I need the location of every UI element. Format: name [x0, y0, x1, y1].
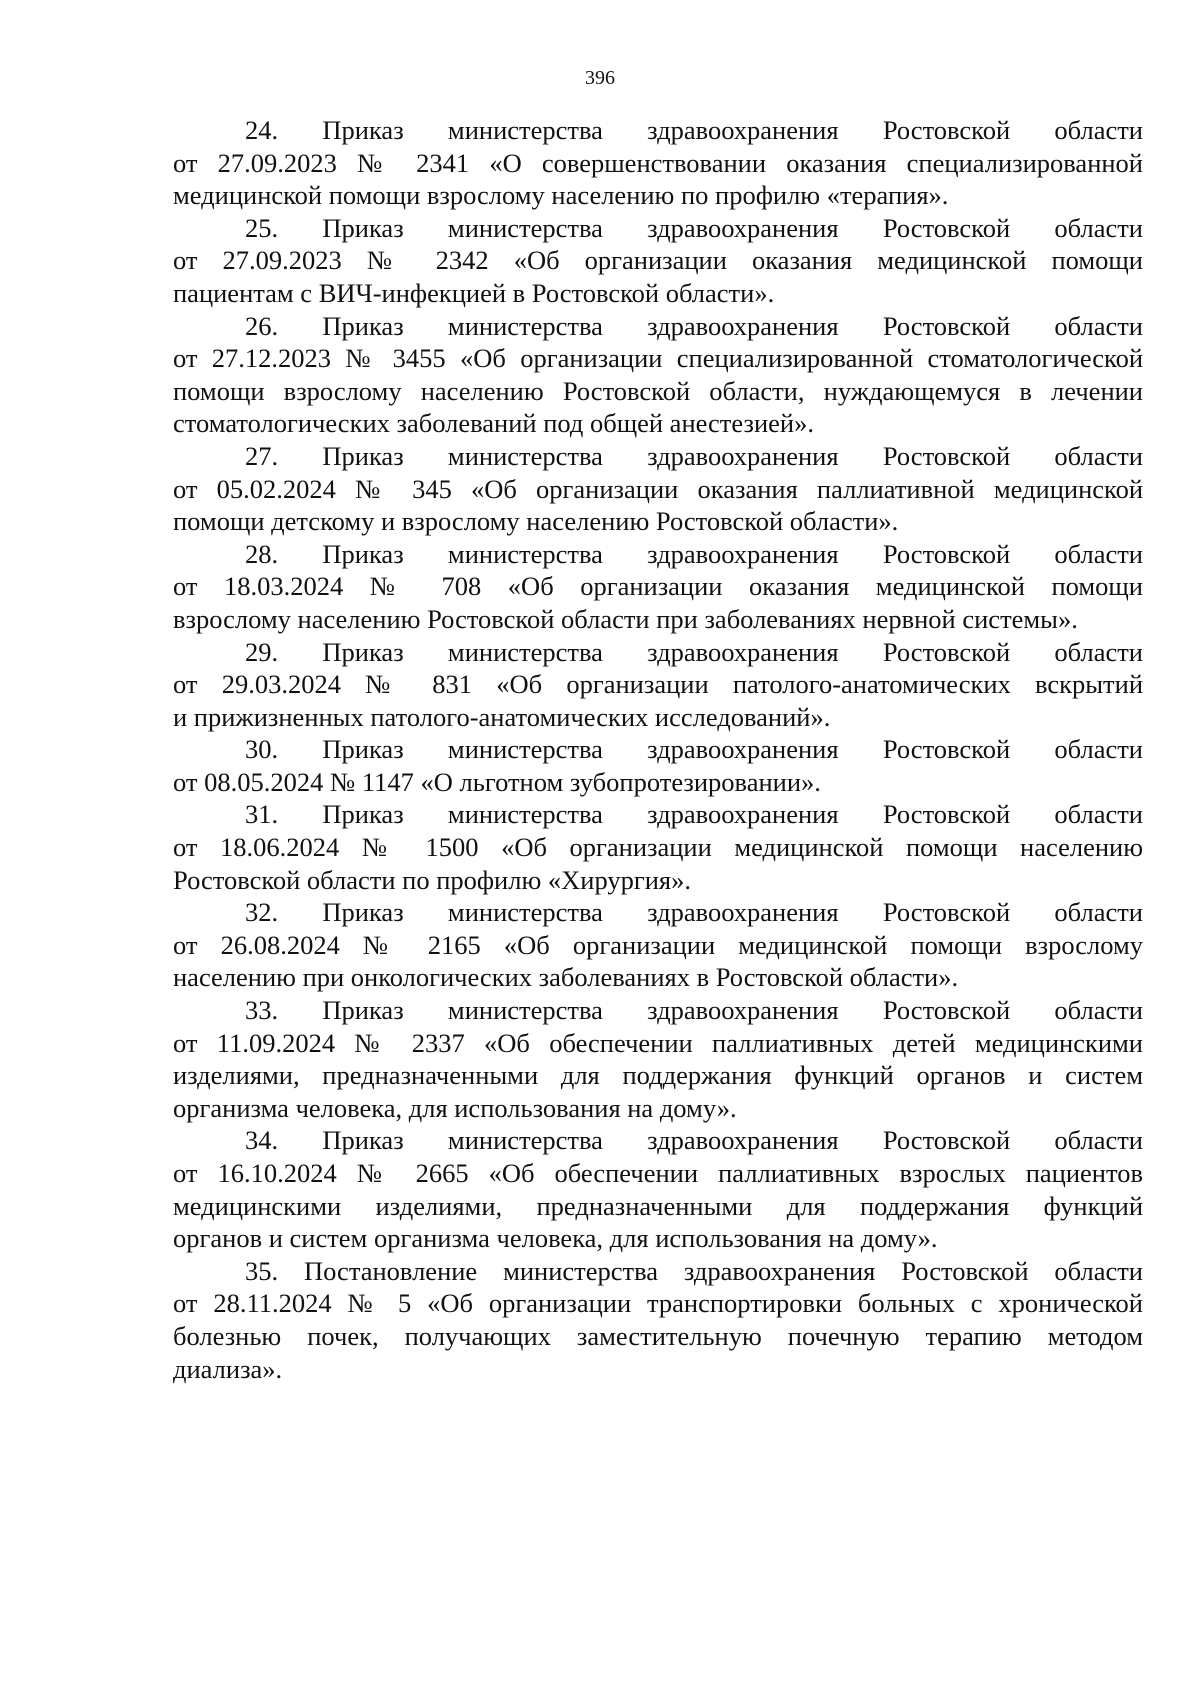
document-body — [173, 114, 1143, 1385]
list-item-line: 32. Приказ министерства здравоохранения Ростовской области — [245, 897, 1143, 928]
list-item-line: 27. Приказ министерства здравоохранения Ростовской области — [245, 440, 1143, 471]
list-item-line: от 08.05.2024 № 1147 «О льготном зубопротезировании». — [173, 766, 821, 797]
list-item — [173, 212, 1143, 310]
list-item — [173, 994, 1143, 1124]
list-item-line: от 18.06.2024 № 1500 «Об организации медицинской помощи населению — [173, 832, 1143, 863]
list-item-line: от 05.02.2024 № 345 «Об организации оказания паллиативной медицинской — [173, 473, 1143, 504]
list-item-line: медицинской помощи взрослому населению по профилю «терапия». — [173, 180, 949, 211]
list-item-line: стоматологических заболеваний под общей анестезией». — [173, 408, 814, 439]
page-number: 396 — [585, 67, 615, 89]
list-item-line: медицинскими изделиями, предназначенными для поддержания функций — [173, 1190, 1143, 1221]
list-item-line: от 16.10.2024 № 2665 «Об обеспечении паллиативных взрослых пациентов — [173, 1158, 1143, 1188]
list-item-line: 33. Приказ министерства здравоохранения Ростовской области — [245, 995, 1143, 1026]
list-item-line: 29. Приказ министерства здравоохранения Ростовской области — [245, 636, 1143, 667]
list-item-line: 30. Приказ министерства здравоохранения Ростовской области — [245, 734, 1143, 765]
list-item-line: помощи взрослому населению Ростовской области, нуждающемуся в лечении — [173, 375, 1143, 406]
list-item-line: взрослому населению Ростовской области при заболеваниях нервной системы». — [173, 603, 1078, 634]
list-item-line: изделиями, предназначенными для поддержания функций органов и систем — [173, 1060, 1143, 1091]
list-item-line: от 27.12.2023 № 3455 «Об организации специализированной стоматологической — [173, 343, 1143, 374]
list-item-line: от 27.09.2023 № 2341 «О совершенствовании оказания специализированной — [173, 147, 1143, 178]
list-item-line: от 11.09.2024 № 2337 «Об обеспечении паллиативных детей медицинскими — [173, 1027, 1143, 1058]
list-item — [173, 733, 1143, 798]
list-item — [173, 1124, 1143, 1254]
list-item-line: и прижизненных патолого-анатомических исследований». — [173, 701, 831, 732]
list-item — [173, 310, 1143, 440]
list-item-line: 31. Приказ министерства здравоохранения Ростовской области — [245, 799, 1143, 830]
list-item — [173, 1255, 1143, 1385]
list-item-line: населению при онкологических заболеваниях в Ростовской области». — [173, 962, 959, 993]
list-item-line: помощи детскому и взрослому населению Ростовской области». — [173, 506, 899, 537]
list-item — [173, 896, 1143, 994]
list-item-line: болезнью почек, получающих заместительную почечную терапию методом — [173, 1320, 1143, 1351]
list-item-line: 25. Приказ министерства здравоохранения Ростовской области — [245, 212, 1143, 243]
list-item — [173, 636, 1143, 734]
list-item-line: от 29.03.2024 № 831 «Об организации патолого-анатомических вскрытий — [173, 669, 1143, 700]
list-item-line: диализа». — [173, 1353, 283, 1384]
list-item-line: от 28.11.2024 № 5 «Об организации транспортировки больных с хронической — [173, 1288, 1143, 1319]
list-item-line: от 26.08.2024 № 2165 «Об организации медицинской помощи взрослому — [173, 929, 1143, 960]
list-item — [173, 440, 1143, 538]
list-item — [173, 114, 1143, 212]
list-item-line: от 27.09.2023 № 2342 «Об организации оказания медицинской помощи — [173, 245, 1143, 276]
list-item-line: от 18.03.2024 № 708 «Об организации оказания медицинской помощи — [173, 571, 1143, 602]
list-item-line: Ростовской области по профилю «Хирургия». — [173, 864, 691, 895]
list-item-line: 28. Приказ министерства здравоохранения Ростовской области — [245, 538, 1143, 569]
list-item-line: организма человека, для использования на дому». — [173, 1092, 737, 1123]
list-item-line: 34. Приказ министерства здравоохранения Ростовской области — [245, 1125, 1143, 1156]
list-item — [173, 798, 1143, 896]
list-item-line: 35. Постановление министерства здравоохранения Ростовской области — [245, 1255, 1143, 1286]
list-item — [173, 538, 1143, 636]
list-item-line: органов и систем организма человека, для использования на дому». — [173, 1223, 938, 1254]
list-item-line: пациентам с ВИЧ-инфекцией в Ростовской области». — [173, 277, 775, 308]
list-item-line: 24. Приказ министерства здравоохранения Ростовской области — [245, 115, 1143, 145]
list-item-line: 26. Приказ министерства здравоохранения Ростовской области — [245, 310, 1143, 341]
